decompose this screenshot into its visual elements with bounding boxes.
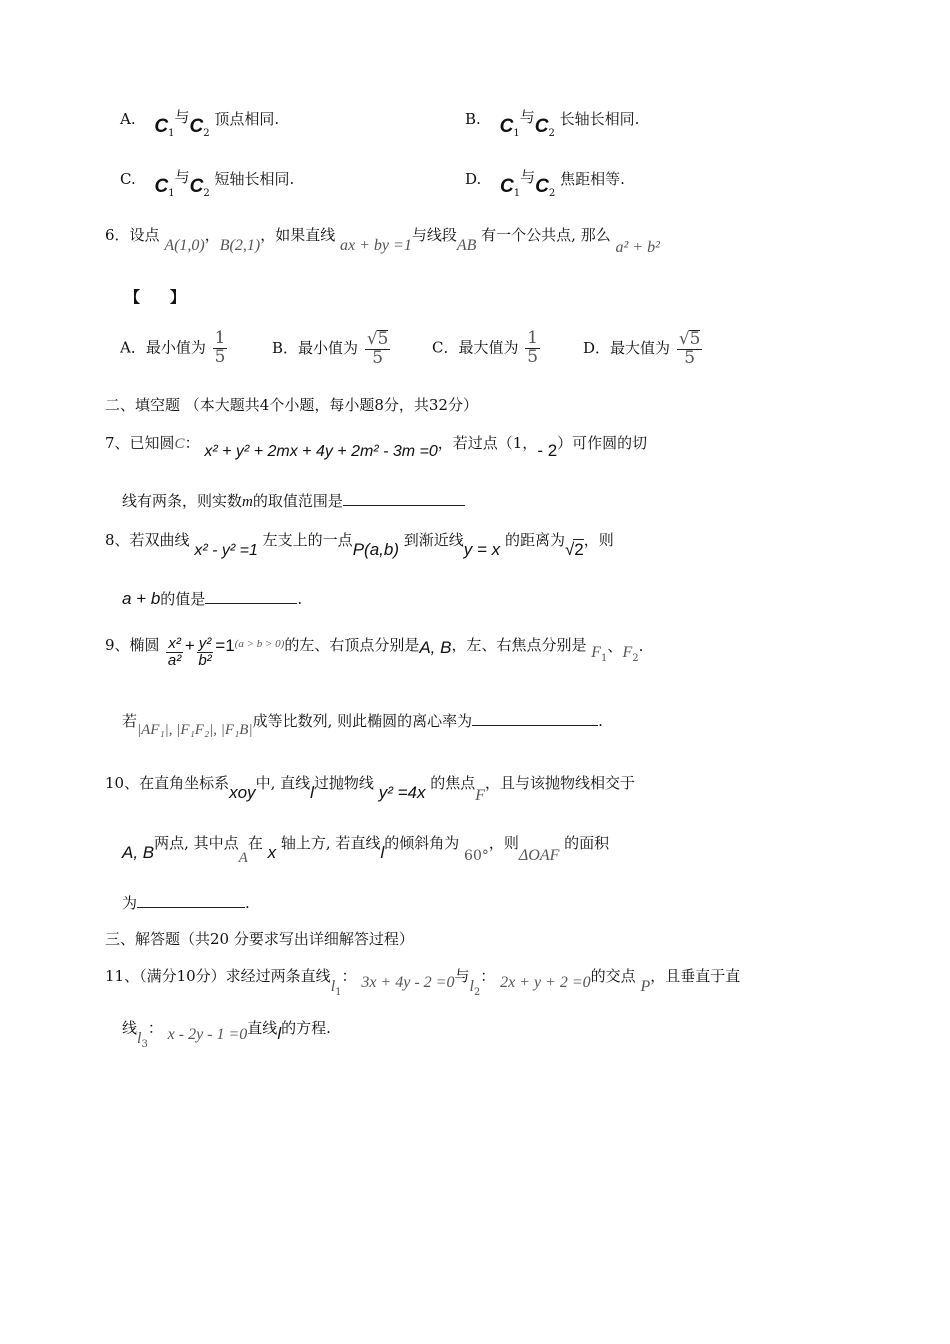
denominator: a² xyxy=(167,652,182,669)
fraction xyxy=(365,330,391,368)
stem-text: 过抛物线 xyxy=(313,774,374,792)
denominator: 5 xyxy=(684,347,696,368)
question-number: 11、（满分10分）求经过两条直线 xyxy=(105,967,331,985)
focus-f2: F xyxy=(622,644,633,661)
q10-line3 xyxy=(122,894,250,912)
subscript: 1 xyxy=(168,128,175,139)
denominator: 5 xyxy=(372,347,384,368)
subscript: 2 xyxy=(548,128,555,139)
question-number: 6．设点 xyxy=(105,226,160,244)
c2-symbol: C xyxy=(189,116,204,137)
q5-option-a xyxy=(120,108,279,140)
geometric-sequence: |AF₁|, |F₁F₂|, |F₁B| xyxy=(137,722,253,738)
subscript: 3 xyxy=(141,1039,148,1050)
q9-stem: 9、椭圆 $\frac{\text{x²}}{\text{a²}}$ + $\frac{\text{y²}}{\text{b²}}$ $=1^{(a > b > 0)}$的左、右顶点分别是A, B，左、右焦点分别是 $F_1$、$F_2$. xyxy=(105,635,644,669)
stem-text: 直线 xyxy=(247,1019,278,1037)
subscript: 1 xyxy=(168,188,175,199)
line-l3: l xyxy=(137,1030,142,1047)
option-label: D. xyxy=(465,170,482,188)
section-3-title: 三、解答题（共20 分要求写出详细解答过程） xyxy=(105,930,414,948)
q5-option-b xyxy=(465,108,639,140)
segment-ab: AB xyxy=(456,237,477,254)
question-number: 8、若双曲线 xyxy=(105,531,190,549)
stem-text: ，左、右焦点分别是 xyxy=(451,636,587,654)
answer-blank[interactable] xyxy=(472,725,598,726)
line-l1: l xyxy=(330,978,336,995)
subscript: 1 xyxy=(513,128,520,139)
stem-text: 的取值范围是 xyxy=(252,492,343,510)
stem-text: 的面积 xyxy=(564,834,610,852)
stem-text: 到渐近线 xyxy=(403,531,464,549)
subscript: 2 xyxy=(203,188,210,199)
option-text: D．最大值为 xyxy=(583,338,671,357)
colon: ： xyxy=(480,967,496,985)
stem-text: ，则 xyxy=(488,834,519,852)
question-number: 7、已知圆 xyxy=(105,434,175,452)
q6-option-d xyxy=(583,330,704,368)
radicand: 5 xyxy=(689,329,701,349)
equation-l1: 3x + 4y - 2 =0 xyxy=(361,974,455,991)
and-text: 与 xyxy=(520,168,536,186)
q8-stem xyxy=(105,531,614,560)
and-text: 与 xyxy=(454,967,470,985)
period: . xyxy=(297,590,303,608)
q10-stem xyxy=(105,774,635,805)
fraction xyxy=(677,330,703,368)
q10-line2 xyxy=(122,834,609,867)
fraction-x xyxy=(166,636,183,669)
equation-l3: x - 2y - 1 =0 xyxy=(167,1026,248,1043)
c1-symbol: C xyxy=(500,176,514,197)
numerator: y² xyxy=(198,635,212,653)
line-l: l xyxy=(310,783,314,802)
c2-symbol: C xyxy=(189,176,204,197)
stem-text: 与线段 xyxy=(411,226,457,244)
stem-text: 线有两条，则实数 xyxy=(122,492,243,510)
equals-one: =1 xyxy=(215,636,235,655)
period: . xyxy=(598,712,603,730)
option-text: A．最小值为 xyxy=(120,338,206,357)
hyperbola-equation: x² - y² =1 xyxy=(194,542,258,559)
stem-text: 的距离为 xyxy=(504,531,565,549)
point-a: A(1,0) xyxy=(164,237,205,254)
numerator: x² xyxy=(168,635,181,653)
line-equation: ax + by =1 xyxy=(340,237,412,254)
numerator: √5 xyxy=(366,329,389,349)
subscript: 2 xyxy=(632,653,639,664)
point-b: B(2,1) xyxy=(219,237,261,254)
focus-f1: F xyxy=(591,644,602,661)
subscript: 2 xyxy=(203,128,210,139)
focus-f: F xyxy=(475,787,486,804)
fraction xyxy=(213,330,228,367)
triangle-oaf: ΔOAF xyxy=(518,847,560,864)
question-number: 9、椭圆 xyxy=(105,636,160,654)
answer-blank[interactable] xyxy=(205,603,297,604)
stem-text: 中, 直线 xyxy=(255,774,311,792)
colon: ： xyxy=(147,1019,163,1037)
stem-text: 的左、右顶点分别是 xyxy=(284,636,420,654)
and-text: 与 xyxy=(174,108,190,126)
denominator: b² xyxy=(198,652,212,669)
circle-c: C xyxy=(174,436,185,452)
q5-option-c xyxy=(120,168,294,200)
point-p: P xyxy=(640,978,651,995)
equation-l2: 2x + y + 2 =0 xyxy=(500,974,591,991)
q11-stem xyxy=(105,967,740,999)
plus: + xyxy=(184,636,195,655)
stem-text: 两点, 其中点 xyxy=(154,834,239,852)
q8-line2 xyxy=(122,589,302,609)
subscript: 1 xyxy=(513,188,521,199)
minus-two: - 2 xyxy=(537,441,558,460)
stem-text: 的方程. xyxy=(281,1019,331,1037)
line-l2: l xyxy=(469,978,474,995)
radicand: 5 xyxy=(377,329,389,349)
stem-text: 的倾斜角为 xyxy=(384,834,460,852)
section-2-title: 二、填空题 （本大题共4个小题，每小题8分，共32分） xyxy=(105,396,478,414)
stem-text: 若 xyxy=(122,712,138,730)
stem-text: 有一个公共点, 那么 xyxy=(481,226,611,244)
line-l: l xyxy=(277,1024,282,1043)
stem-text: ，若过点（1， xyxy=(437,434,538,452)
xoy: xoy xyxy=(229,783,256,802)
x-axis: x xyxy=(267,843,277,862)
question-number: 10、在直角坐标系 xyxy=(105,774,230,792)
c1-symbol: C xyxy=(154,116,169,137)
option-label: A. xyxy=(120,110,136,128)
q7-line2 xyxy=(122,492,465,511)
sqrt-two: √2 xyxy=(564,540,584,559)
stem-text: 的焦点 xyxy=(430,774,476,792)
expression: a + b xyxy=(122,589,161,608)
bracket-left: 【 xyxy=(125,288,141,306)
subscript: 2 xyxy=(548,188,556,199)
subscript: 1 xyxy=(601,653,608,664)
c1-symbol: C xyxy=(154,176,169,197)
colon: ： xyxy=(341,967,357,985)
stem-text: 成等比数列, 则此椭圆的离心率为 xyxy=(252,712,473,730)
q6-option-b xyxy=(272,330,392,368)
numerator: 1 xyxy=(527,328,539,348)
stem-text: 的值是 xyxy=(160,590,206,608)
subscript: 2 xyxy=(473,987,481,998)
expression: a² + b² xyxy=(615,239,660,256)
stem-text: ，且垂直于直 xyxy=(650,967,741,985)
and-text: 与 xyxy=(174,168,190,186)
fraction-y xyxy=(197,636,214,669)
and-text: 与 xyxy=(519,108,535,126)
q7-stem xyxy=(105,434,647,461)
line-l: l xyxy=(380,843,385,862)
option-text: C．最大值为 xyxy=(432,338,519,357)
q5-option-d xyxy=(465,168,625,200)
stem-text: 轴上方, 若直线 xyxy=(280,834,381,852)
option-label: C. xyxy=(120,170,136,188)
point-a: A xyxy=(238,850,248,866)
stem-text: 线 xyxy=(122,1019,138,1037)
c2-symbol: C xyxy=(535,176,549,197)
parabola-equation: y² =4x xyxy=(378,783,426,802)
option-text: 长轴长相同. xyxy=(559,110,640,128)
option-text: 短轴长相同. xyxy=(214,170,295,188)
radicand: 2 xyxy=(574,540,584,559)
points-ab: A, B xyxy=(122,843,155,862)
denominator: 5 xyxy=(214,346,226,367)
numerator: √5 xyxy=(678,329,701,349)
angle-sixty: 60° xyxy=(464,848,489,864)
points-ab: A, B xyxy=(419,638,452,657)
period: . xyxy=(245,894,250,912)
stem-text: 左支上的一点 xyxy=(262,531,353,549)
option-text: 焦距相等. xyxy=(560,170,625,188)
stem-text: 的交点 xyxy=(590,967,636,985)
colon: ： xyxy=(184,434,200,452)
circle-equation: x² + y² + 2mx + 4y + 2m² - 3m =0 xyxy=(204,443,438,460)
bracket-right: 】 xyxy=(170,288,186,306)
q6-stem: 6．设点 A(1,0)，B(2,1)，如果直线 ax + by =1与线段AB 有一个公共点, 那么 a² + b² xyxy=(105,226,660,256)
option-text: B．最小值为 xyxy=(272,338,359,357)
answer-blank[interactable] xyxy=(137,907,245,908)
q9-line2 xyxy=(122,712,603,739)
stem-text: 在 xyxy=(247,834,263,852)
answer-blank[interactable] xyxy=(343,505,465,506)
stem-text: ，且与该抛物线相交于 xyxy=(485,774,636,792)
fraction xyxy=(525,330,540,367)
stem-text: ）可作圆的切 xyxy=(557,434,648,452)
option-label: B. xyxy=(465,110,481,128)
q6-answer-bracket xyxy=(125,288,185,306)
condition: (a > b > 0) xyxy=(234,638,285,650)
point-p: P(a,b) xyxy=(352,540,399,559)
var-m: m xyxy=(242,494,253,510)
q11-line2 xyxy=(122,1019,331,1051)
c1-symbol: C xyxy=(499,116,514,137)
asymptote: y = x xyxy=(463,540,501,559)
separator: 、 xyxy=(607,637,623,655)
c2-symbol: C xyxy=(534,116,549,137)
q6-option-c xyxy=(432,330,542,367)
subscript: 1 xyxy=(335,987,342,998)
q6-option-a xyxy=(120,330,229,367)
option-text: 顶点相同. xyxy=(214,110,280,128)
stem-text: 为 xyxy=(122,894,138,912)
denominator: 5 xyxy=(527,346,539,367)
numerator: 1 xyxy=(214,328,226,348)
stem-text: ，则 xyxy=(583,531,614,549)
